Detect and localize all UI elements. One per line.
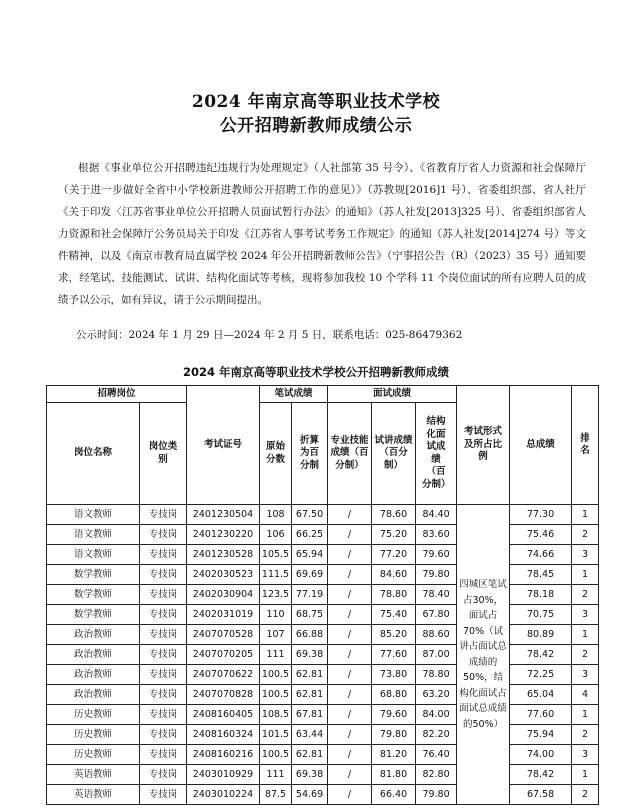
header-post-group: 招聘岗位 bbox=[47, 386, 187, 403]
cell-skill-score: / bbox=[328, 625, 372, 645]
cell-post-type: 专技岗 bbox=[140, 725, 187, 745]
cell-raw-score: 87.5 bbox=[260, 785, 292, 805]
cell-trial-score: 77.60 bbox=[372, 645, 416, 665]
cell-rank: 1 bbox=[572, 625, 599, 645]
cell-exam-no: 2401230528 bbox=[187, 545, 260, 565]
table-row bbox=[47, 585, 599, 605]
cell-total-score: 75.46 bbox=[510, 525, 572, 545]
header-converted-score: 折算为百分制 bbox=[292, 403, 328, 505]
cell-total-score: 78.42 bbox=[510, 765, 572, 785]
cell-skill-score: / bbox=[328, 605, 372, 625]
table-row bbox=[47, 645, 599, 665]
cell-structured-score: 76.40 bbox=[416, 745, 457, 765]
cell-converted-score: 69.38 bbox=[292, 765, 328, 785]
cell-format: 四城区笔试占30%，面试占70%（试讲占面试总成绩的50%，结构化面试占面试总成绩的50%） bbox=[457, 505, 510, 805]
table-row bbox=[47, 685, 599, 705]
cell-structured-score: 67.80 bbox=[416, 605, 457, 625]
header-interview-group: 面试成绩 bbox=[328, 386, 457, 403]
cell-post-type: 专技岗 bbox=[140, 505, 187, 525]
cell-post-name: 政治教师 bbox=[47, 665, 140, 685]
cell-exam-no: 2407070622 bbox=[187, 665, 260, 685]
cell-raw-score: 123.5 bbox=[260, 585, 292, 605]
cell-total-score: 78.18 bbox=[510, 585, 572, 605]
cell-converted-score: 62.81 bbox=[292, 745, 328, 765]
cell-post-type: 专技岗 bbox=[140, 745, 187, 765]
cell-total-score: 65.04 bbox=[510, 685, 572, 705]
cell-skill-score: / bbox=[328, 505, 372, 525]
cell-structured-score: 79.80 bbox=[416, 565, 457, 585]
cell-skill-score: / bbox=[328, 565, 372, 585]
cell-rank: 4 bbox=[572, 685, 599, 705]
cell-exam-no: 2403010929 bbox=[187, 765, 260, 785]
cell-rank: 2 bbox=[572, 725, 599, 745]
cell-post-type: 专技岗 bbox=[140, 665, 187, 685]
cell-total-score: 74.00 bbox=[510, 745, 572, 765]
cell-post-name: 语文教师 bbox=[47, 505, 140, 525]
cell-converted-score: 63.44 bbox=[292, 725, 328, 745]
cell-total-score: 70.75 bbox=[510, 605, 572, 625]
cell-structured-score: 79.60 bbox=[416, 545, 457, 565]
header-trial-score: 试讲成绩（百分制） bbox=[372, 403, 416, 505]
cell-rank: 1 bbox=[572, 705, 599, 725]
cell-total-score: 75.94 bbox=[510, 725, 572, 745]
table-row bbox=[47, 785, 599, 805]
cell-rank: 2 bbox=[572, 585, 599, 605]
cell-post-type: 专技岗 bbox=[140, 645, 187, 665]
cell-trial-score: 77.20 bbox=[372, 545, 416, 565]
header-format: 考试形式及所占比例 bbox=[457, 386, 510, 505]
cell-post-name: 历史教师 bbox=[47, 745, 140, 765]
cell-post-name: 英语教师 bbox=[47, 765, 140, 785]
cell-skill-score: / bbox=[328, 585, 372, 605]
cell-structured-score: 78.40 bbox=[416, 585, 457, 605]
header-structured-score: 结构化面试成绩（百分制） bbox=[416, 403, 457, 505]
cell-post-name: 历史教师 bbox=[47, 705, 140, 725]
cell-structured-score: 82.20 bbox=[416, 725, 457, 745]
cell-trial-score: 75.20 bbox=[372, 525, 416, 545]
cell-rank: 1 bbox=[572, 505, 599, 525]
cell-raw-score: 100.5 bbox=[260, 665, 292, 685]
cell-rank: 3 bbox=[572, 745, 599, 765]
cell-raw-score: 101.5 bbox=[260, 725, 292, 745]
cell-trial-score: 68.80 bbox=[372, 685, 416, 705]
cell-post-type: 专技岗 bbox=[140, 565, 187, 585]
cell-raw-score: 105.5 bbox=[260, 545, 292, 565]
cell-post-type: 专技岗 bbox=[140, 705, 187, 725]
cell-exam-no: 2407070828 bbox=[187, 685, 260, 705]
cell-post-type: 专技岗 bbox=[140, 585, 187, 605]
cell-exam-no: 2408160216 bbox=[187, 745, 260, 765]
cell-raw-score: 111 bbox=[260, 765, 292, 785]
table-row bbox=[47, 625, 599, 645]
table-row bbox=[47, 525, 599, 545]
cell-raw-score: 111.5 bbox=[260, 565, 292, 585]
cell-converted-score: 66.25 bbox=[292, 525, 328, 545]
table-row bbox=[47, 765, 599, 785]
table-row bbox=[47, 745, 599, 765]
cell-exam-no: 2408160324 bbox=[187, 725, 260, 745]
cell-total-score: 78.42 bbox=[510, 645, 572, 665]
header-raw-score: 原始分数 bbox=[260, 403, 292, 505]
cell-trial-score: 78.60 bbox=[372, 505, 416, 525]
header-skill-score: 专业技能成绩（百分制） bbox=[328, 403, 372, 505]
announcement-paragraph: 根据《事业单位公开招聘违纪违规行为处理规定》（人社部第 35 号令）、《省教育厅省人力资源和社会保障厅（关于进一步做好全省中小学校新进教师公开招聘工作的意见）》（苏教规[2016]1 号）、省委组织部、省人社厅《关于印发〈江苏省事业单位公开招聘人员面试暂行办法〉的通知》（苏人社发[2013]325 号）、省委组织部省人力资源和社会保障厅公务员局关于印发《江苏省人事考试考务工作规定》的通知（苏人社发[2014]274 号）等文件精神，以及《南京市教育局直属学校 2024 年公开招聘新教师公告》（宁事招公告（R）（2023）35 号）通知要求，经笔试、技能测试、试讲、结构化面试等考核，现将参加我校 10 个学科 11 个岗位面试的所有应聘人员的成绩予以公示，如有异议，请于公示期间提出。 bbox=[58, 162, 586, 306]
cell-rank: 3 bbox=[572, 605, 599, 625]
cell-trial-score: 81.80 bbox=[372, 765, 416, 785]
cell-post-name: 政治教师 bbox=[47, 645, 140, 665]
cell-raw-score: 110 bbox=[260, 605, 292, 625]
header-total: 总成绩 bbox=[510, 386, 572, 505]
cell-skill-score: / bbox=[328, 765, 372, 785]
cell-trial-score: 66.40 bbox=[372, 785, 416, 805]
table-title: 2024 年南京高等职业技术学校公开招聘新教师成绩 bbox=[182, 365, 449, 379]
cell-raw-score: 111 bbox=[260, 645, 292, 665]
table-body bbox=[47, 505, 599, 805]
cell-converted-score: 67.81 bbox=[292, 705, 328, 725]
cell-converted-score: 69.69 bbox=[292, 565, 328, 585]
scores-table bbox=[46, 385, 599, 805]
cell-trial-score: 75.40 bbox=[372, 605, 416, 625]
cell-skill-score: / bbox=[328, 745, 372, 765]
cell-post-name: 政治教师 bbox=[47, 685, 140, 705]
cell-raw-score: 107 bbox=[260, 625, 292, 645]
table-row bbox=[47, 705, 599, 725]
cell-rank: 3 bbox=[572, 665, 599, 685]
cell-post-type: 专技岗 bbox=[140, 685, 187, 705]
cell-structured-score: 82.80 bbox=[416, 765, 457, 785]
cell-total-score: 72.25 bbox=[510, 665, 572, 685]
table-header bbox=[47, 386, 599, 505]
cell-post-type: 专技岗 bbox=[140, 785, 187, 805]
cell-post-name: 政治教师 bbox=[47, 625, 140, 645]
cell-skill-score: / bbox=[328, 665, 372, 685]
cell-skill-score: / bbox=[328, 645, 372, 665]
header-post-type: 岗位类别 bbox=[140, 403, 187, 505]
header-exam-no: 考试证号 bbox=[187, 386, 260, 505]
cell-total-score: 78.45 bbox=[510, 565, 572, 585]
cell-trial-score: 78.80 bbox=[372, 585, 416, 605]
cell-structured-score: 88.60 bbox=[416, 625, 457, 645]
announcement-contact: 公示时间：2024 年 1 月 29 日—2024 年 2 月 5 日，联系电话：025-86479362 bbox=[76, 329, 463, 341]
cell-skill-score: / bbox=[328, 545, 372, 565]
cell-total-score: 77.30 bbox=[510, 505, 572, 525]
cell-structured-score: 87.00 bbox=[416, 645, 457, 665]
cell-skill-score: / bbox=[328, 685, 372, 705]
cell-skill-score: / bbox=[328, 725, 372, 745]
cell-total-score: 80.89 bbox=[510, 625, 572, 645]
cell-converted-score: 54.69 bbox=[292, 785, 328, 805]
document-title-line2: 公开招聘新教师成绩公示 bbox=[219, 116, 413, 136]
cell-trial-score: 73.80 bbox=[372, 665, 416, 685]
table-row bbox=[47, 605, 599, 625]
cell-post-name: 语文教师 bbox=[47, 525, 140, 545]
cell-trial-score: 84.60 bbox=[372, 565, 416, 585]
cell-rank: 2 bbox=[572, 785, 599, 805]
document-title-line1: 2024 年南京高等职业技术学校 bbox=[191, 92, 441, 112]
cell-raw-score: 108 bbox=[260, 505, 292, 525]
cell-exam-no: 2401230220 bbox=[187, 525, 260, 545]
cell-trial-score: 79.80 bbox=[372, 725, 416, 745]
cell-exam-no: 2407070205 bbox=[187, 645, 260, 665]
cell-converted-score: 67.50 bbox=[292, 505, 328, 525]
cell-exam-no: 2407070528 bbox=[187, 625, 260, 645]
cell-raw-score: 108.5 bbox=[260, 705, 292, 725]
cell-rank: 2 bbox=[572, 525, 599, 545]
cell-total-score: 74.66 bbox=[510, 545, 572, 565]
header-post-name: 岗位名称 bbox=[47, 403, 140, 505]
cell-structured-score: 78.80 bbox=[416, 665, 457, 685]
cell-post-type: 专技岗 bbox=[140, 625, 187, 645]
table-row bbox=[47, 505, 599, 525]
header-written-group: 笔试成绩 bbox=[260, 386, 328, 403]
cell-total-score: 67.58 bbox=[510, 785, 572, 805]
cell-rank: 1 bbox=[572, 765, 599, 785]
cell-converted-score: 66.88 bbox=[292, 625, 328, 645]
cell-rank: 2 bbox=[572, 645, 599, 665]
table-row bbox=[47, 665, 599, 685]
cell-converted-score: 68.75 bbox=[292, 605, 328, 625]
cell-post-type: 专技岗 bbox=[140, 765, 187, 785]
cell-rank: 1 bbox=[572, 565, 599, 585]
cell-rank: 3 bbox=[572, 545, 599, 565]
table-row bbox=[47, 725, 599, 745]
header-rank: 排名 bbox=[572, 386, 599, 505]
cell-skill-score: / bbox=[328, 785, 372, 805]
table-row bbox=[47, 545, 599, 565]
cell-converted-score: 62.81 bbox=[292, 665, 328, 685]
cell-raw-score: 100.5 bbox=[260, 685, 292, 705]
cell-exam-no: 2402031019 bbox=[187, 605, 260, 625]
cell-post-type: 专技岗 bbox=[140, 545, 187, 565]
cell-exam-no: 2402030523 bbox=[187, 565, 260, 585]
cell-converted-score: 77.19 bbox=[292, 585, 328, 605]
cell-trial-score: 79.60 bbox=[372, 705, 416, 725]
cell-converted-score: 69.38 bbox=[292, 645, 328, 665]
table-row bbox=[47, 565, 599, 585]
cell-structured-score: 83.60 bbox=[416, 525, 457, 545]
cell-exam-no: 2408160405 bbox=[187, 705, 260, 725]
cell-post-name: 英语教师 bbox=[47, 785, 140, 805]
cell-structured-score: 63.20 bbox=[416, 685, 457, 705]
cell-exam-no: 2402030904 bbox=[187, 585, 260, 605]
cell-raw-score: 100.5 bbox=[260, 745, 292, 765]
cell-structured-score: 84.00 bbox=[416, 705, 457, 725]
cell-trial-score: 81.20 bbox=[372, 745, 416, 765]
cell-exam-no: 2401230504 bbox=[187, 505, 260, 525]
cell-skill-score: / bbox=[328, 705, 372, 725]
cell-converted-score: 65.94 bbox=[292, 545, 328, 565]
cell-exam-no: 2403010224 bbox=[187, 785, 260, 805]
cell-total-score: 77.60 bbox=[510, 705, 572, 725]
cell-trial-score: 85.20 bbox=[372, 625, 416, 645]
cell-structured-score: 79.80 bbox=[416, 785, 457, 805]
cell-skill-score: / bbox=[328, 525, 372, 545]
cell-post-type: 专技岗 bbox=[140, 605, 187, 625]
cell-post-name: 数学教师 bbox=[47, 585, 140, 605]
cell-post-name: 历史教师 bbox=[47, 725, 140, 745]
cell-post-name: 数学教师 bbox=[47, 565, 140, 585]
cell-raw-score: 106 bbox=[260, 525, 292, 545]
cell-post-name: 语文教师 bbox=[47, 545, 140, 565]
cell-converted-score: 62.81 bbox=[292, 685, 328, 705]
cell-structured-score: 84.40 bbox=[416, 505, 457, 525]
cell-post-name: 数学教师 bbox=[47, 605, 140, 625]
cell-post-type: 专技岗 bbox=[140, 525, 187, 545]
